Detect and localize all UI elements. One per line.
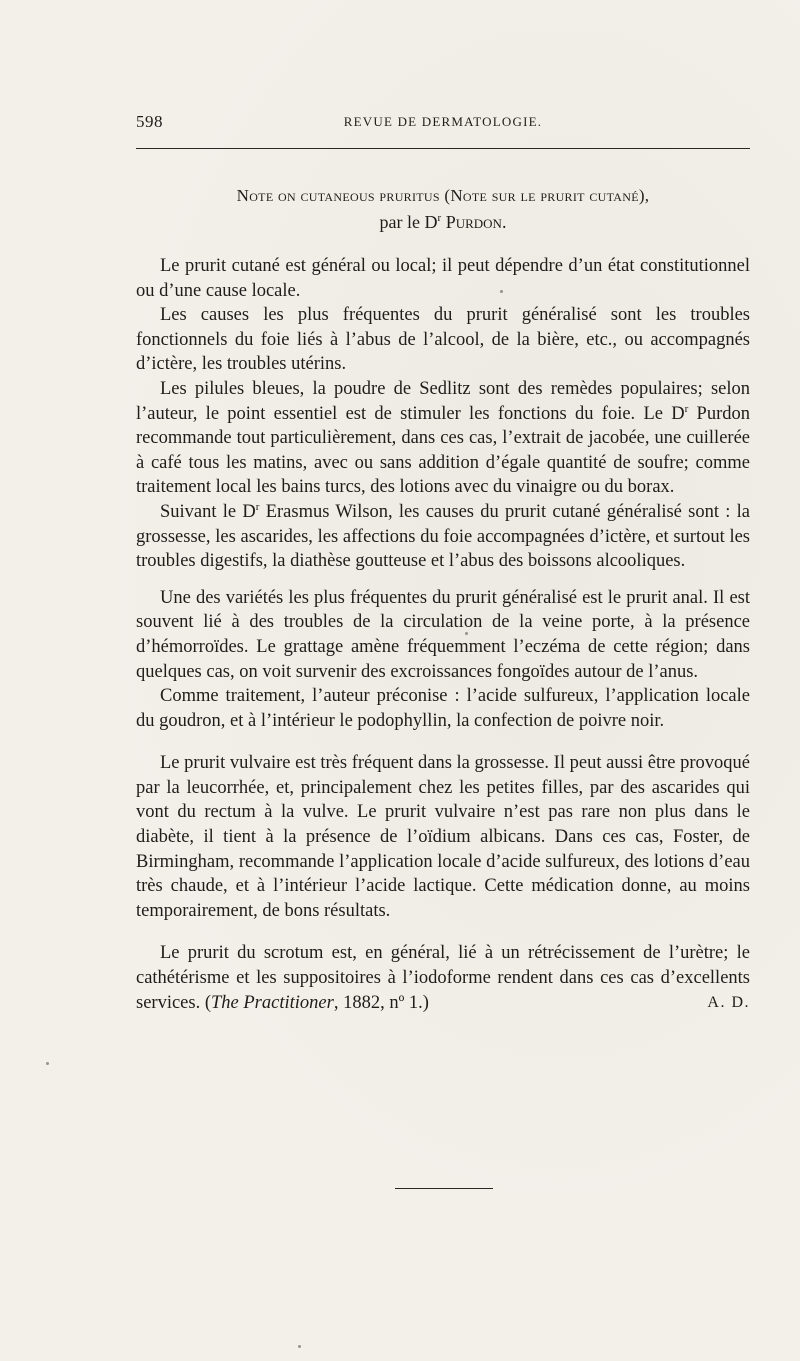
paragraph-2: Les causes les plus fréquentes du prurit généralisé sont les troubles fonctionnels du foie liés à l’abus de l’alcool, de la bière, etc., ou accompagnés d’ictère, les troubles utérins. [136, 305, 750, 375]
paragraph-3-start: Les pilules bleues, la poudre de Sedlitz sont des remèdes populaires; selon l’auteur, le point essentiel est de stimuler les fonctions du foie. Le D [136, 378, 750, 424]
page-number: 598 [136, 112, 163, 131]
paragraph-3-rest: Purdon recommande tout particulièrement, dans ces cas, l’extrait de jacobée, une cuillerée à café tous les matins, avec ou sans addition d’égale quantité de soufre; comme traitement local les bains turcs, des lotions avec du vinaigre ou du borax. [136, 403, 751, 498]
page-header [136, 112, 750, 138]
article-heading [136, 182, 750, 236]
paragraph-4-start: Suivant le D [160, 501, 256, 522]
signature: A. D. [707, 993, 750, 1011]
paragraph-gap [136, 733, 750, 751]
paragraph-3-sup: r [684, 402, 689, 415]
article-author [136, 209, 750, 236]
paragraph-4-sup: r [255, 500, 260, 513]
paragraph-8 [136, 941, 750, 1015]
article-title: Note on cutaneous pruritus (Note sur le prurit cutané), [236, 186, 650, 205]
paragraph-gap [136, 923, 750, 941]
running-title: REVUE DE DERMATOLOGIE. [343, 114, 543, 129]
author-prefix: par le D [379, 212, 438, 232]
paper-speck [298, 1345, 301, 1348]
author-sup: r [437, 212, 442, 224]
paper-speck [46, 1062, 49, 1065]
reference-details: , 1882, nº 1.) [333, 992, 429, 1013]
reference-journal: The Practitioner [211, 992, 334, 1013]
article-body [136, 254, 750, 1015]
paragraph-4 [136, 500, 750, 574]
paper-speck [500, 290, 503, 293]
paragraph-3 [136, 377, 750, 500]
paragraph-1: Le prurit cutané est général ou local; il peut dépendre d’un état constitutionnel ou d’une cause locale. [136, 256, 750, 301]
paragraph-4-rest: Erasmus Wilson, les causes du prurit cutané généralisé sont : la grossesse, les ascarides, les affections du foie accompagnées d’ictère, et surtout les troubles digestifs, la diathèse goutteuse et l’abus des boissons alcooliques. [136, 501, 750, 572]
paragraph-6: Comme traitement, l’auteur préconise : l’acide sulfureux, l’application locale du goudron, et à l’intérieur le podophyllin, la confection de poivre noir. [136, 686, 750, 731]
paragraph-8-text: Le prurit du scrotum est, en général, lié à un rétrécissement de l’urètre; le cathétérisme et les suppositoires à l’iodoforme rendent dans ces cas d’excellents services. ( [136, 943, 750, 1013]
paragraph-7: Le prurit vulvaire est très fréquent dans la grossesse. Il peut aussi être provoqué par la leucorrhée, et, principalement chez les petites filles, par des ascarides qui vont du rectum à la vulve. Le prurit vulvaire n’est pas rare non plus dans le diabète, il tient à la présence de l’oïdium albicans. Dans ces cas, Foster, de Birmingham, recommande l’application locale d’acide sulfureux, des lotions d’eau très chaude, et à l’intérieur l’acide lactique. Cette médication donne, au moins temporairement, de bons résultats. [136, 753, 750, 921]
header-rule [136, 148, 750, 149]
paragraph-gap [136, 574, 750, 586]
author-name: Purdon. [445, 212, 507, 232]
paragraph-5: Une des variétés les plus fréquentes du prurit généralisé est le prurit anal. Il est souvent lié à des troubles de la circulation de la veine porte, à la présence d’hémorroïdes. Le grattage amène fréquemment l’eczéma de cette région; dans quelques cas, on voit survenir des excroissances fongoïdes autour de l’anus. [136, 587, 750, 682]
end-rule [395, 1188, 493, 1189]
paper-speck [465, 632, 468, 635]
